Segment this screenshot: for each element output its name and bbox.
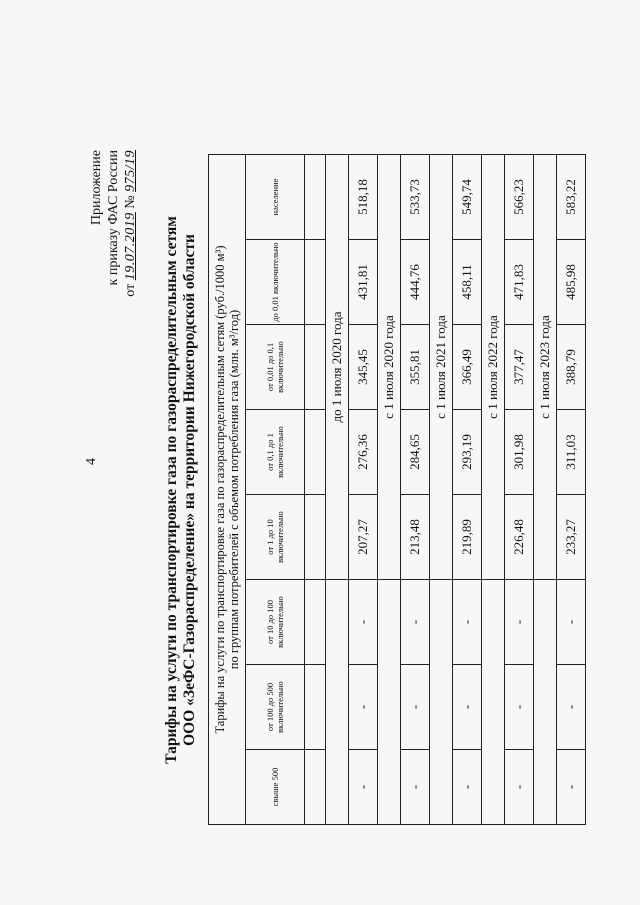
- table-spacer-row: [305, 155, 326, 825]
- tariff-value-cell: 233,27: [557, 495, 586, 580]
- tariff-value-cell: 311,03: [557, 410, 586, 495]
- tariff-value-cell: 301,98: [505, 410, 534, 495]
- page-number: 4: [84, 458, 99, 465]
- appendix-order-text: к приказу ФАС России: [106, 150, 121, 286]
- table-row: [401, 155, 430, 825]
- period-empty-cell: [534, 580, 557, 825]
- tariff-value-cell: 388,79: [557, 325, 586, 410]
- tariff-value-cell: -: [505, 665, 534, 750]
- tariff-value-cell: 377,47: [505, 325, 534, 410]
- tariff-value-cell: 293,19: [453, 410, 482, 495]
- column-header: до 0,01 включительно: [246, 240, 305, 325]
- appendix-order-line: [122, 150, 139, 385]
- tariff-value-cell: 485,98: [557, 240, 586, 325]
- tariff-value-cell: 549,74: [453, 155, 482, 240]
- tariff-value-cell: 276,36: [349, 410, 378, 495]
- appendix-label: Приложение: [89, 150, 104, 226]
- column-header: свыше 500: [246, 750, 305, 825]
- period-label: с 1 июля 2022 года: [482, 155, 505, 580]
- tariff-value-cell: 444,76: [401, 240, 430, 325]
- period-empty-cell: [326, 580, 349, 825]
- document-title: [163, 165, 199, 815]
- tariff-value-cell: -: [557, 750, 586, 825]
- tariff-value-cell: 345,45: [349, 325, 378, 410]
- column-header: от 1 до 10 включительно: [246, 495, 305, 580]
- title-line-1: Тарифы на услуги по транспортировке газа по газораспределительным сетям: [163, 216, 180, 764]
- period-label: с 1 июля 2021 года: [430, 155, 453, 580]
- table-caption-line-2: по группам потребителей с объемом потребления газа (млн. м³/год): [227, 309, 241, 670]
- spacer-cell: [305, 410, 326, 495]
- appendix-number-label: №: [123, 195, 138, 209]
- table-caption-line-1: Тарифы на услуги по транспортировке газа по газораспределительным сетям (руб./1000 м³): [213, 245, 227, 734]
- period-row: [482, 155, 505, 825]
- period-row: [326, 155, 349, 825]
- spacer-cell: [305, 325, 326, 410]
- period-label: с 1 июля 2023 года: [534, 155, 557, 580]
- spacer-cell: [305, 495, 326, 580]
- spacer-cell: [305, 240, 326, 325]
- column-header: от 100 до 500 включительно: [246, 665, 305, 750]
- tariff-table: [208, 154, 586, 825]
- tariff-value-cell: 566,23: [505, 155, 534, 240]
- title-line-2: ООО «ЗеФС-Газораспределение» на территории Нижегородской области: [181, 234, 198, 746]
- period-row: [378, 155, 401, 825]
- tariff-value-cell: -: [401, 580, 430, 665]
- tariff-value-cell: -: [453, 665, 482, 750]
- column-header: от 10 до 100 включительно: [246, 580, 305, 665]
- tariff-value-cell: -: [349, 750, 378, 825]
- table-row: [557, 155, 586, 825]
- tariff-value-cell: -: [401, 665, 430, 750]
- tariff-value-cell: -: [505, 580, 534, 665]
- tariff-value-cell: 458,11: [453, 240, 482, 325]
- tariff-value-cell: 366,49: [453, 325, 482, 410]
- tariff-value-cell: 207,27: [349, 495, 378, 580]
- spacer-cell: [305, 155, 326, 240]
- period-empty-cell: [378, 580, 401, 825]
- tariff-value-cell: -: [453, 750, 482, 825]
- table-caption: [209, 155, 246, 825]
- period-empty-cell: [482, 580, 505, 825]
- tariff-value-cell: -: [557, 665, 586, 750]
- tariff-value-cell: 213,48: [401, 495, 430, 580]
- tariff-value-cell: 471,83: [505, 240, 534, 325]
- tariff-value-cell: 533,73: [401, 155, 430, 240]
- period-empty-cell: [430, 580, 453, 825]
- tariff-value-cell: 431,81: [349, 240, 378, 325]
- table-row: [349, 155, 378, 825]
- table-row: [453, 155, 482, 825]
- tariff-value-cell: -: [349, 665, 378, 750]
- tariff-value-cell: -: [349, 580, 378, 665]
- tariff-value-cell: -: [557, 580, 586, 665]
- tariff-value-cell: -: [505, 750, 534, 825]
- tariff-value-cell: 583,22: [557, 155, 586, 240]
- appendix-from-label: от: [123, 283, 138, 297]
- spacer-cell: [305, 665, 326, 750]
- tariff-value-cell: -: [453, 580, 482, 665]
- column-header: от 0,01 до 0,1 включительно: [246, 325, 305, 410]
- tariff-value-cell: 518,18: [349, 155, 378, 240]
- tariff-value-cell: 284,65: [401, 410, 430, 495]
- appendix-order-date: 19.07.2019: [123, 212, 138, 281]
- period-row: [430, 155, 453, 825]
- table-header-row: [246, 155, 305, 825]
- spacer-cell: [305, 580, 326, 665]
- period-label: до 1 июля 2020 года: [326, 155, 349, 580]
- period-row: [534, 155, 557, 825]
- spacer-cell: [305, 750, 326, 825]
- column-header: от 0,1 до 1 включительно: [246, 410, 305, 495]
- appendix-block: [88, 150, 139, 385]
- column-header: население: [246, 155, 305, 240]
- period-label: с 1 июля 2020 года: [378, 155, 401, 580]
- appendix-order-number: 975/19: [123, 150, 138, 192]
- tariff-value-cell: -: [401, 750, 430, 825]
- tariff-value-cell: 226,48: [505, 495, 534, 580]
- tariff-value-cell: 219,89: [453, 495, 482, 580]
- tariff-value-cell: 355,81: [401, 325, 430, 410]
- table-row: [505, 155, 534, 825]
